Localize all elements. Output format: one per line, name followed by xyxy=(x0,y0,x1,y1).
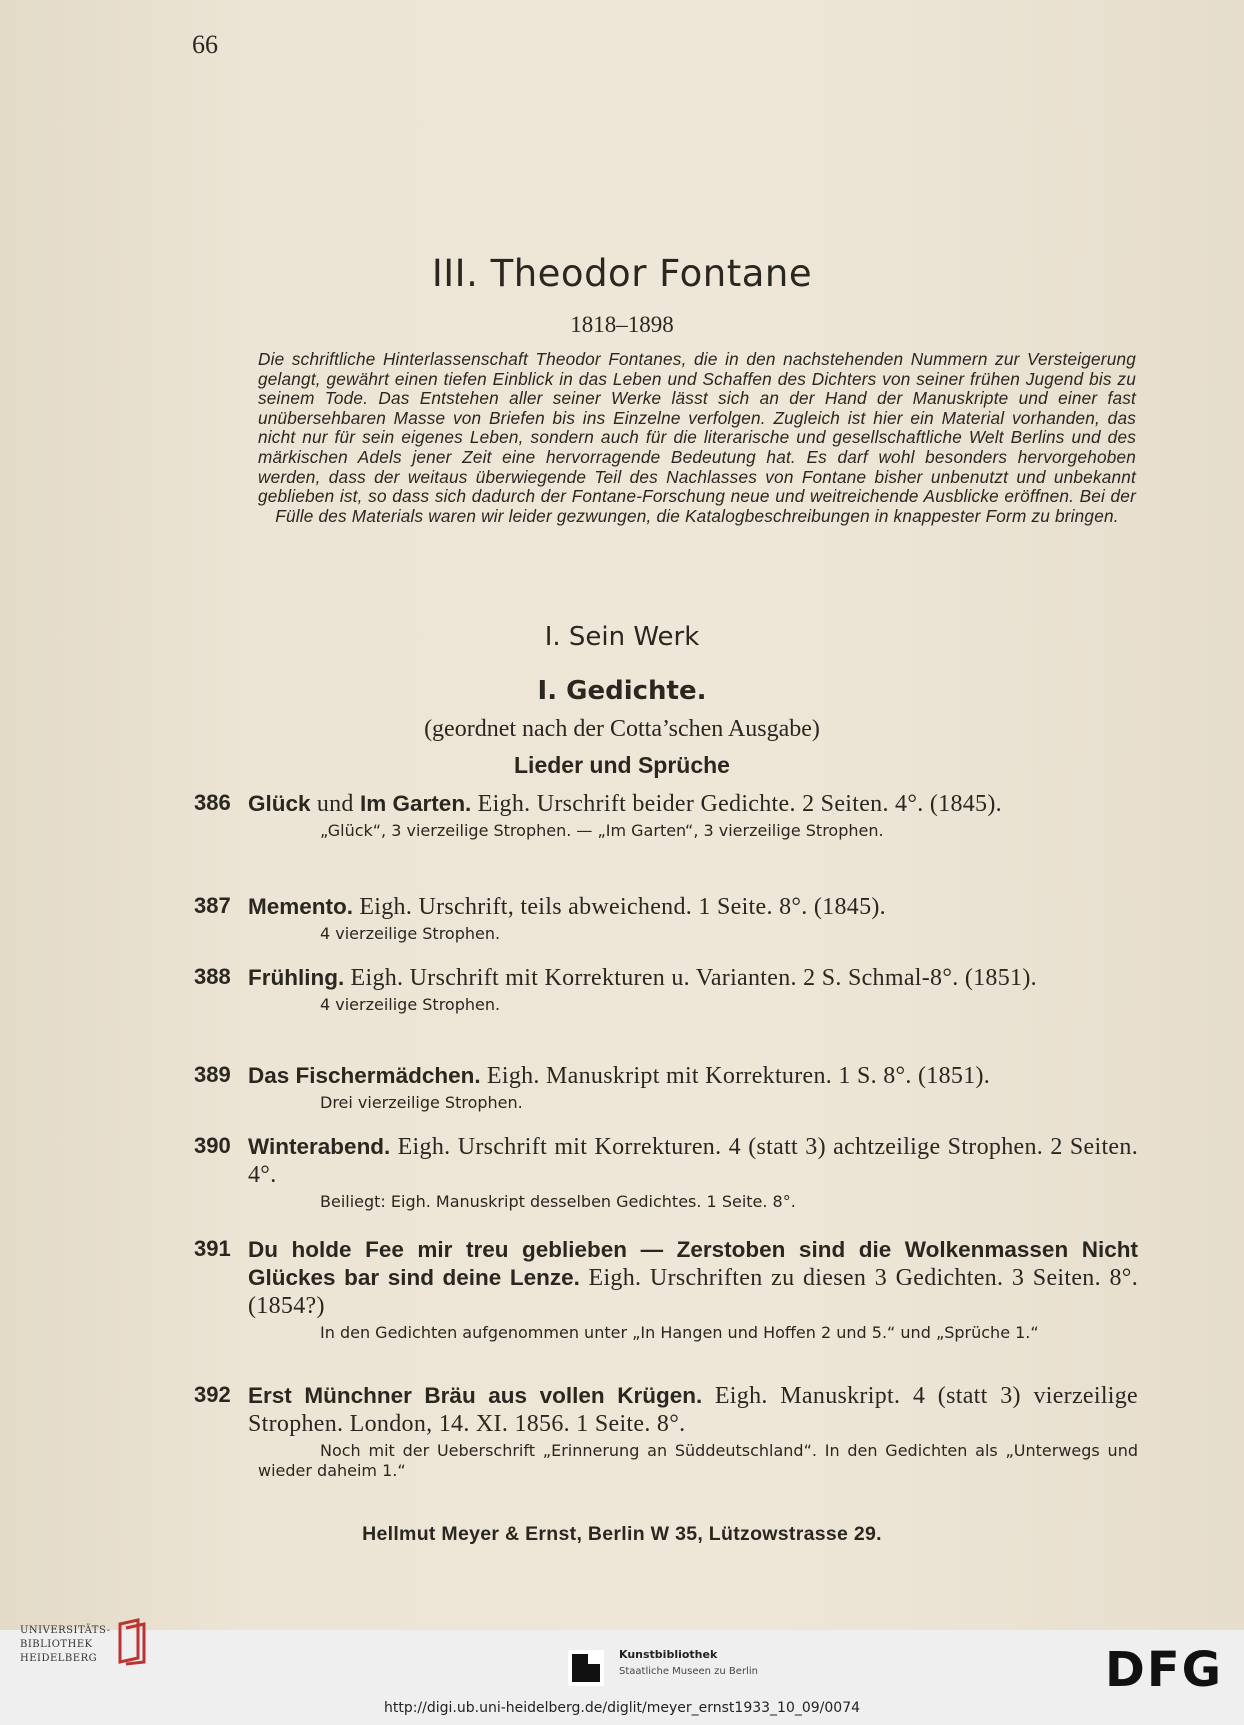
chapter-title: III. Theodor Fontane xyxy=(431,252,813,295)
entry-note: In den Gedichten aufgenommen unter „In Hangen und Hoffen 2 und 5.“ und „Sprüche 1.“ xyxy=(320,1323,1039,1342)
kunstbibliothek-logo-icon xyxy=(568,1650,604,1686)
catalog-entry xyxy=(194,964,1138,1015)
entry-body xyxy=(248,1236,1138,1320)
intro-paragraph: Die schriftliche Hinterlassenschaft Theodor Fontanes, die in den nachstehenden Nummern zur Versteigerung gelangt, gewährt einen tiefen Einblick in das Leben und Schaffen des Dichters von seiner frühen Jugend bis zu seinem Tode. Das Entstehen aller seiner Werke lässt sich an der Hand der Manuskripte und einer fast unübersehbaren Masse von Briefen bis ins Einzelne verfolgen. Zugleich ist hier ein Material vorhanden, das nicht nur für sein eigenes Leben, sondern auch für die literarische und gesellschaftliche Welt Berlins und des märkischen Adels jener Zeit eine hervorragende Bedeutung hat. Es darf wohl besonders hervorgehoben werden, dass der weitaus überwiegende Teil des Nachlasses von Fontane bisher unbenutzt und unbekannt geblieben ist, so dass sich dadurch der Fontane-Forschung neue und weitreichende Ausblicke eröffnen. Bei der Fülle des Materials waren wir leider gezwungen, die Katalogbeschreibungen in knappester Form zu bringen. xyxy=(258,349,1136,526)
entry-number: 386 xyxy=(194,790,231,815)
entry-note: Beiliegt: Eigh. Manuskript desselben Gedichtes. 1 Seite. 8°. xyxy=(320,1192,796,1211)
page-number: 66 xyxy=(192,30,218,59)
subsection-note: (geordnet nach der Cotta’schen Ausgabe) xyxy=(424,716,820,742)
entry-title: Das Fischermädchen. xyxy=(248,1063,481,1088)
entry-title: Du holde Fee mir treu geblieben — Zerstoben sind die Wolkenmassen Nicht Glückes bar sind deine Lenze. xyxy=(248,1237,1138,1290)
entry-text: Eigh. Manuskript mit Korrekturen. 1 S. 8°. (1851). xyxy=(480,1063,991,1089)
entry-title: Glück xyxy=(248,791,311,816)
university-library-label xyxy=(20,1624,111,1666)
university-logo-icon xyxy=(112,1618,152,1666)
entry-note: „Glück“, 3 vierzeilige Strophen. — „Im Garten“, 3 vierzeilige Strophen. xyxy=(320,821,884,840)
entry-body xyxy=(248,1382,1138,1438)
subsection-heading: I. Gedichte. xyxy=(537,676,707,706)
uni-line-2: BIBLIOTHEK xyxy=(20,1639,93,1650)
section-heading: I. Sein Werk xyxy=(544,622,700,652)
catalog-entry xyxy=(194,1382,1138,1481)
entry-text: Eigh. Urschrift mit Korrekturen u. Varianten. 2 S. Schmal-8°. (1851). xyxy=(344,965,1037,991)
entry-body xyxy=(248,1133,1138,1189)
entry-number: 390 xyxy=(194,1133,231,1158)
entry-body xyxy=(248,790,1138,818)
entry-text: Eigh. Urschrift beider Gedichte. 2 Seiten. 4°. (1845). xyxy=(471,791,1002,817)
entry-body xyxy=(248,893,1138,921)
entry-number: 391 xyxy=(194,1236,231,1261)
publisher-footer: Hellmut Meyer & Ernst, Berlin W 35, Lützowstrasse 29. xyxy=(362,1523,882,1545)
group-heading: Lieder und Sprüche xyxy=(514,752,730,778)
entry-title-2: Im Garten. xyxy=(360,791,472,816)
permalink-url[interactable]: http://digi.ub.uni-heidelberg.de/diglit/meyer_ernst1933_10_09/0074 xyxy=(383,1700,861,1716)
kunstbibliothek-subtitle: Staatliche Museen zu Berlin xyxy=(619,1666,758,1677)
entry-title: Memento. xyxy=(248,894,354,919)
entry-text: Eigh. Urschriften zu diesen 3 Gedichten. 3 Seiten. 8°. (1854?) xyxy=(248,1265,1139,1319)
entry-title: Frühling. xyxy=(248,965,345,990)
entry-body xyxy=(248,964,1138,992)
catalog-entry xyxy=(194,1236,1138,1343)
entry-note: 4 vierzeilige Strophen. xyxy=(320,924,501,943)
entry-note: 4 vierzeilige Strophen. xyxy=(320,995,501,1014)
kunstbibliothek-name: Kunstbibliothek xyxy=(619,1648,718,1661)
entry-title: Winterabend. xyxy=(248,1134,391,1159)
entry-number: 389 xyxy=(194,1062,231,1087)
dfg-logo: DFG xyxy=(1105,1642,1224,1698)
entry-text: Eigh. Urschrift, teils abweichend. 1 Seite. 8°. (1845). xyxy=(353,894,886,920)
uni-line-1: UNIVERSITÄTS- xyxy=(20,1625,111,1636)
catalog-entry xyxy=(194,790,1138,841)
catalog-entry xyxy=(194,893,1138,944)
catalog-entry xyxy=(194,1133,1138,1212)
life-years: 1818–1898 xyxy=(570,312,674,337)
entry-text: Eigh. Manuskript. 4 (statt 3) vierzeilige Strophen. London, 14. XI. 1856. 1 Seite. 8°. xyxy=(248,1383,1139,1437)
entry-note: Drei vierzeilige Strophen. xyxy=(320,1093,523,1112)
catalog-entry xyxy=(194,1062,1138,1113)
entry-number: 387 xyxy=(194,893,231,918)
entry-title: Erst Münchner Bräu aus vollen Krügen. xyxy=(248,1383,703,1408)
entry-number: 392 xyxy=(194,1382,231,1407)
entry-body xyxy=(248,1062,1138,1090)
uni-line-3: HEIDELBERG xyxy=(20,1653,98,1664)
entry-text: Eigh. Urschrift mit Korrekturen. 4 (statt 3) achtzeilige Strophen. 2 Seiten. 4°. xyxy=(248,1134,1138,1188)
entry-joiner: und xyxy=(310,791,361,817)
entry-note: Noch mit der Ueberschrift „Erinnerung an Süddeutschland“. In den Gedichten als „Unterwegs und wieder daheim 1.“ xyxy=(258,1441,1138,1480)
entry-number: 388 xyxy=(194,964,231,989)
